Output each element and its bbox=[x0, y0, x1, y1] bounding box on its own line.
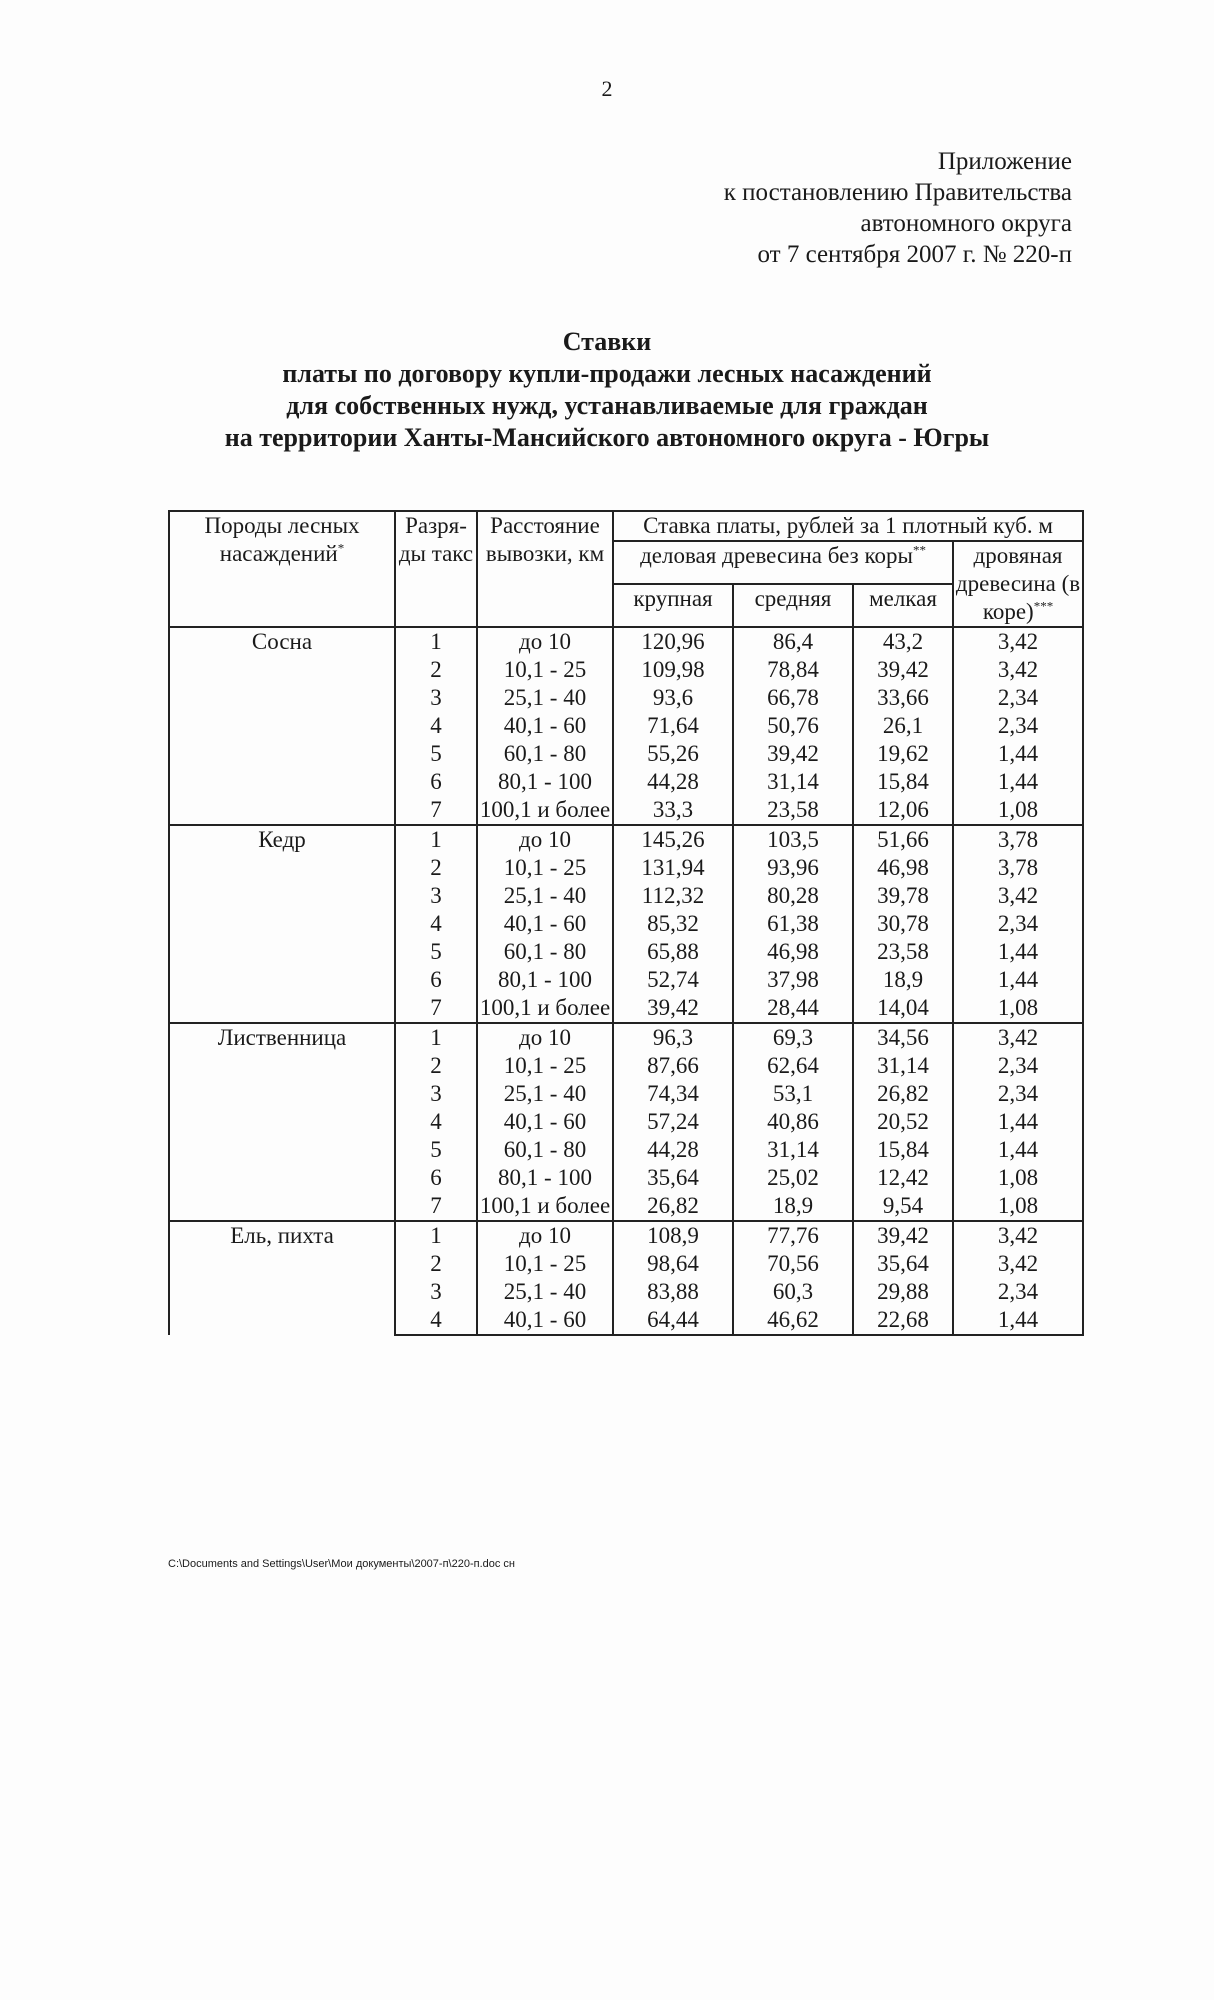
large-cell: 55,26 bbox=[613, 740, 733, 768]
small-cell: 51,66 bbox=[853, 825, 953, 854]
medium-cell: 80,28 bbox=[733, 882, 853, 910]
small-cell: 15,84 bbox=[853, 768, 953, 796]
large-cell: 98,64 bbox=[613, 1250, 733, 1278]
small-cell: 14,04 bbox=[853, 994, 953, 1023]
grade-cell: 4 bbox=[395, 1306, 477, 1335]
firewood-cell: 1,08 bbox=[953, 1192, 1083, 1221]
distance-cell: до 10 bbox=[477, 825, 613, 854]
small-cell: 12,06 bbox=[853, 796, 953, 825]
distance-cell: 10,1 - 25 bbox=[477, 854, 613, 882]
small-cell: 35,64 bbox=[853, 1250, 953, 1278]
grade-cell: 3 bbox=[395, 1278, 477, 1306]
distance-cell: 100,1 и более bbox=[477, 1192, 613, 1221]
medium-cell: 37,98 bbox=[733, 966, 853, 994]
large-cell: 33,3 bbox=[613, 796, 733, 825]
grade-cell: 1 bbox=[395, 1221, 477, 1250]
small-cell: 33,66 bbox=[853, 684, 953, 712]
distance-cell: 60,1 - 80 bbox=[477, 1136, 613, 1164]
header-species: Породы лесных насаждений* bbox=[169, 511, 395, 627]
distance-cell: 60,1 - 80 bbox=[477, 740, 613, 768]
large-cell: 57,24 bbox=[613, 1108, 733, 1136]
grade-cell: 3 bbox=[395, 1080, 477, 1108]
grade-cell: 2 bbox=[395, 854, 477, 882]
medium-cell: 23,58 bbox=[733, 796, 853, 825]
distance-cell: 60,1 - 80 bbox=[477, 938, 613, 966]
firewood-cell: 3,42 bbox=[953, 1221, 1083, 1250]
distance-cell: 25,1 - 40 bbox=[477, 1080, 613, 1108]
grade-cell: 2 bbox=[395, 1250, 477, 1278]
small-cell: 26,1 bbox=[853, 712, 953, 740]
grade-cell: 7 bbox=[395, 796, 477, 825]
distance-cell: 25,1 - 40 bbox=[477, 684, 613, 712]
large-cell: 26,82 bbox=[613, 1192, 733, 1221]
firewood-cell: 1,44 bbox=[953, 768, 1083, 796]
firewood-cell: 1,44 bbox=[953, 966, 1083, 994]
firewood-cell: 3,42 bbox=[953, 882, 1083, 910]
medium-cell: 31,14 bbox=[733, 768, 853, 796]
table-header bbox=[169, 511, 1083, 627]
distance-cell: 80,1 - 100 bbox=[477, 768, 613, 796]
header-firewood: дровяная древесина (в коре)*** bbox=[953, 541, 1083, 627]
medium-cell: 70,56 bbox=[733, 1250, 853, 1278]
large-cell: 65,88 bbox=[613, 938, 733, 966]
firewood-cell: 2,34 bbox=[953, 910, 1083, 938]
firewood-cell: 1,08 bbox=[953, 796, 1083, 825]
firewood-cell: 1,08 bbox=[953, 1164, 1083, 1192]
annex-line: Приложение bbox=[937, 148, 1072, 175]
firewood-cell: 2,34 bbox=[953, 1278, 1083, 1306]
species-cell: Ель, пихта bbox=[169, 1221, 395, 1335]
large-cell: 35,64 bbox=[613, 1164, 733, 1192]
large-cell: 96,3 bbox=[613, 1023, 733, 1052]
medium-cell: 25,02 bbox=[733, 1164, 853, 1192]
small-cell: 31,14 bbox=[853, 1052, 953, 1080]
header-small: мелкая bbox=[853, 584, 953, 627]
small-cell: 22,68 bbox=[853, 1306, 953, 1335]
table-row bbox=[169, 627, 1083, 656]
firewood-cell: 2,34 bbox=[953, 712, 1083, 740]
medium-cell: 93,96 bbox=[733, 854, 853, 882]
distance-cell: 100,1 и более bbox=[477, 994, 613, 1023]
grade-cell: 2 bbox=[395, 1052, 477, 1080]
grade-cell: 3 bbox=[395, 684, 477, 712]
small-cell: 39,42 bbox=[853, 1221, 953, 1250]
grade-cell: 1 bbox=[395, 825, 477, 854]
firewood-cell: 3,42 bbox=[953, 1023, 1083, 1052]
header-large: крупная bbox=[613, 584, 733, 627]
medium-cell: 46,98 bbox=[733, 938, 853, 966]
small-cell: 29,88 bbox=[853, 1278, 953, 1306]
small-cell: 19,62 bbox=[853, 740, 953, 768]
large-cell: 87,66 bbox=[613, 1052, 733, 1080]
distance-cell: 10,1 - 25 bbox=[477, 1052, 613, 1080]
large-cell: 44,28 bbox=[613, 1136, 733, 1164]
distance-cell: 25,1 - 40 bbox=[477, 1278, 613, 1306]
grade-cell: 7 bbox=[395, 994, 477, 1023]
firewood-cell: 3,42 bbox=[953, 627, 1083, 656]
firewood-cell: 3,78 bbox=[953, 825, 1083, 854]
header-grade: Разря-ды такс bbox=[395, 511, 477, 627]
title-line: для собственных нужд, устанавливаемые для граждан bbox=[286, 391, 928, 420]
distance-cell: 80,1 - 100 bbox=[477, 966, 613, 994]
page-number: 2 bbox=[601, 76, 613, 101]
large-cell: 85,32 bbox=[613, 910, 733, 938]
large-cell: 64,44 bbox=[613, 1306, 733, 1335]
large-cell: 39,42 bbox=[613, 994, 733, 1023]
grade-cell: 7 bbox=[395, 1192, 477, 1221]
firewood-cell: 1,44 bbox=[953, 938, 1083, 966]
small-cell: 20,52 bbox=[853, 1108, 953, 1136]
medium-cell: 66,78 bbox=[733, 684, 853, 712]
file-path-footer: C:\Documents and Settings\User\Мои документы\2007-п\220-п.doc сн bbox=[168, 1558, 515, 1570]
small-cell: 12,42 bbox=[853, 1164, 953, 1192]
small-cell: 26,82 bbox=[853, 1080, 953, 1108]
firewood-cell: 3,78 bbox=[953, 854, 1083, 882]
grade-cell: 1 bbox=[395, 627, 477, 656]
medium-cell: 77,76 bbox=[733, 1221, 853, 1250]
medium-cell: 103,5 bbox=[733, 825, 853, 854]
annex-line: автономного округа bbox=[860, 210, 1072, 237]
medium-cell: 62,64 bbox=[733, 1052, 853, 1080]
grade-cell: 6 bbox=[395, 966, 477, 994]
grade-cell: 5 bbox=[395, 1136, 477, 1164]
firewood-cell: 1,44 bbox=[953, 1136, 1083, 1164]
grade-cell: 6 bbox=[395, 1164, 477, 1192]
firewood-cell: 1,44 bbox=[953, 740, 1083, 768]
large-cell: 44,28 bbox=[613, 768, 733, 796]
large-cell: 52,74 bbox=[613, 966, 733, 994]
distance-cell: до 10 bbox=[477, 1221, 613, 1250]
small-cell: 46,98 bbox=[853, 854, 953, 882]
distance-cell: 40,1 - 60 bbox=[477, 1306, 613, 1335]
title-line: на территории Ханты-Мансийского автономного округа - Югры bbox=[224, 423, 990, 452]
table-row bbox=[169, 1221, 1083, 1250]
grade-cell: 4 bbox=[395, 712, 477, 740]
medium-cell: 18,9 bbox=[733, 1192, 853, 1221]
annex-line: от 7 сентября 2007 г. № 220-п bbox=[757, 241, 1072, 268]
small-cell: 39,78 bbox=[853, 882, 953, 910]
table-body bbox=[169, 627, 1083, 1335]
large-cell: 109,98 bbox=[613, 656, 733, 684]
firewood-cell: 2,34 bbox=[953, 1052, 1083, 1080]
small-cell: 9,54 bbox=[853, 1192, 953, 1221]
grade-cell: 3 bbox=[395, 882, 477, 910]
grade-cell: 4 bbox=[395, 1108, 477, 1136]
title-line: платы по договору купли-продажи лесных насаждений bbox=[282, 359, 932, 388]
grade-cell: 5 bbox=[395, 740, 477, 768]
small-cell: 34,56 bbox=[853, 1023, 953, 1052]
firewood-cell: 1,08 bbox=[953, 994, 1083, 1023]
medium-cell: 53,1 bbox=[733, 1080, 853, 1108]
distance-cell: 40,1 - 60 bbox=[477, 712, 613, 740]
grade-cell: 2 bbox=[395, 656, 477, 684]
distance-cell: до 10 bbox=[477, 627, 613, 656]
small-cell: 30,78 bbox=[853, 910, 953, 938]
small-cell: 18,9 bbox=[853, 966, 953, 994]
distance-cell: 25,1 - 40 bbox=[477, 882, 613, 910]
distance-cell: 40,1 - 60 bbox=[477, 910, 613, 938]
medium-cell: 69,3 bbox=[733, 1023, 853, 1052]
annex-block bbox=[724, 146, 1072, 270]
species-cell: Сосна bbox=[169, 627, 395, 825]
small-cell: 15,84 bbox=[853, 1136, 953, 1164]
large-cell: 112,32 bbox=[613, 882, 733, 910]
grade-cell: 1 bbox=[395, 1023, 477, 1052]
large-cell: 71,64 bbox=[613, 712, 733, 740]
medium-cell: 39,42 bbox=[733, 740, 853, 768]
document-title bbox=[0, 326, 1214, 454]
medium-cell: 28,44 bbox=[733, 994, 853, 1023]
firewood-cell: 1,44 bbox=[953, 1306, 1083, 1335]
distance-cell: до 10 bbox=[477, 1023, 613, 1052]
medium-cell: 50,76 bbox=[733, 712, 853, 740]
species-cell: Кедр bbox=[169, 825, 395, 1023]
large-cell: 108,9 bbox=[613, 1221, 733, 1250]
header-rate: Ставка платы, рублей за 1 плотный куб. м bbox=[613, 511, 1083, 541]
header-business-wood: деловая древесина без коры** bbox=[613, 541, 953, 584]
rates-table bbox=[168, 510, 1084, 1336]
small-cell: 43,2 bbox=[853, 627, 953, 656]
small-cell: 39,42 bbox=[853, 656, 953, 684]
firewood-cell: 3,42 bbox=[953, 1250, 1083, 1278]
firewood-cell: 3,42 bbox=[953, 656, 1083, 684]
large-cell: 145,26 bbox=[613, 825, 733, 854]
distance-cell: 10,1 - 25 bbox=[477, 656, 613, 684]
large-cell: 120,96 bbox=[613, 627, 733, 656]
distance-cell: 80,1 - 100 bbox=[477, 1164, 613, 1192]
species-cell: Лиственница bbox=[169, 1023, 395, 1221]
medium-cell: 86,4 bbox=[733, 627, 853, 656]
distance-cell: 100,1 и более bbox=[477, 796, 613, 825]
firewood-cell: 2,34 bbox=[953, 684, 1083, 712]
grade-cell: 5 bbox=[395, 938, 477, 966]
distance-cell: 10,1 - 25 bbox=[477, 1250, 613, 1278]
firewood-cell: 2,34 bbox=[953, 1080, 1083, 1108]
medium-cell: 46,62 bbox=[733, 1306, 853, 1335]
medium-cell: 31,14 bbox=[733, 1136, 853, 1164]
table-row bbox=[169, 825, 1083, 854]
header-distance: Расстояние вывозки, км bbox=[477, 511, 613, 627]
grade-cell: 4 bbox=[395, 910, 477, 938]
annex-line: к постановлению Правительства bbox=[723, 179, 1072, 206]
large-cell: 83,88 bbox=[613, 1278, 733, 1306]
large-cell: 74,34 bbox=[613, 1080, 733, 1108]
medium-cell: 78,84 bbox=[733, 656, 853, 684]
table-row bbox=[169, 1023, 1083, 1052]
header-medium: средняя bbox=[733, 584, 853, 627]
firewood-cell: 1,44 bbox=[953, 1108, 1083, 1136]
grade-cell: 6 bbox=[395, 768, 477, 796]
small-cell: 23,58 bbox=[853, 938, 953, 966]
title-line: Ставки bbox=[562, 327, 652, 356]
large-cell: 93,6 bbox=[613, 684, 733, 712]
large-cell: 131,94 bbox=[613, 854, 733, 882]
distance-cell: 40,1 - 60 bbox=[477, 1108, 613, 1136]
medium-cell: 61,38 bbox=[733, 910, 853, 938]
medium-cell: 60,3 bbox=[733, 1278, 853, 1306]
medium-cell: 40,86 bbox=[733, 1108, 853, 1136]
